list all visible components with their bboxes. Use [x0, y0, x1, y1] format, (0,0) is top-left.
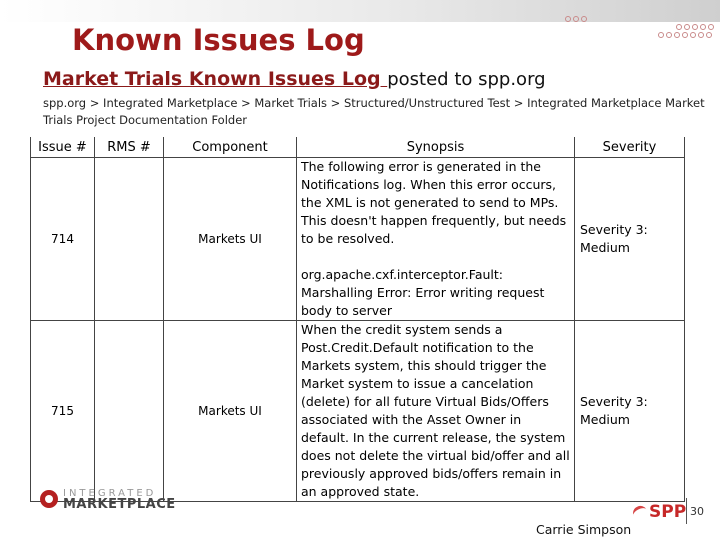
severity-cell: Severity 3: Medium: [575, 321, 685, 502]
header-severity: Severity: [575, 137, 685, 158]
table-row: [31, 158, 685, 321]
footer-divider: [686, 498, 687, 524]
synopsis-error-text: org.apache.cxf.interceptor.Fault: Marshalling Error: Error writing request body to server: [301, 267, 545, 318]
rms-number: [95, 158, 164, 321]
issues-table: [30, 137, 685, 502]
table-row: [31, 321, 685, 502]
slide-title: Known Issues Log: [72, 23, 365, 57]
decorative-dots: [658, 32, 712, 38]
issue-number: 714: [31, 158, 95, 321]
logo-line-2: MARKETPLACE: [63, 497, 176, 512]
header-component: Component: [164, 137, 297, 158]
component-cell: Markets UI: [164, 321, 297, 502]
integrated-marketplace-logo: [40, 488, 176, 510]
spp-logo-text: SPP: [649, 502, 687, 522]
synopsis-text: The following error is generated in the Notifications log. When this error occurs, the XML is not generated to send to MPs. This doesn't happen frequently, but needs to be resolved.: [301, 159, 567, 246]
logo-line-1: INTEGRATED: [63, 488, 157, 499]
issue-number: 715: [31, 321, 95, 502]
known-issues-log-link[interactable]: Market Trials Known Issues Log: [43, 68, 388, 90]
component-cell: Markets UI: [164, 158, 297, 321]
subtitle: [43, 68, 546, 90]
severity-cell: Severity 3: Medium: [575, 158, 685, 321]
spp-swoosh-icon: [631, 503, 649, 521]
decorative-dots: [676, 24, 714, 30]
header-issue: Issue #: [31, 137, 95, 158]
subtitle-text: posted to spp.org: [387, 69, 546, 90]
synopsis-cell: When the credit system sends a Post.Credit.Default notification to the Markets system, this should trigger the Market system to issue a cancelation (delete) for all future Virtual Bids/Offers associated with the Asset Owner in default. In the current release, the system does not delete the virtual bid/offer and all previously approved bids/offers remain in an approved state.: [297, 321, 575, 502]
breadcrumb: spp.org > Integrated Marketplace > Market Trials > Structured/Unstructured Test > Integrated Marketplace Market Trials Project Documentation Folder: [43, 96, 705, 127]
synopsis-cell: [297, 158, 575, 321]
header-synopsis: Synopsis: [297, 137, 575, 158]
table-header-row: [31, 137, 685, 158]
page-number: 30: [690, 505, 704, 518]
spp-logo: [633, 502, 686, 522]
marketplace-logo-icon: [40, 490, 58, 508]
rms-number: [95, 321, 164, 502]
decorative-dots: [565, 16, 587, 22]
header-rms: RMS #: [95, 137, 164, 158]
top-gradient-bar: [0, 0, 720, 22]
presenter-name: Carrie Simpson: [536, 522, 632, 537]
